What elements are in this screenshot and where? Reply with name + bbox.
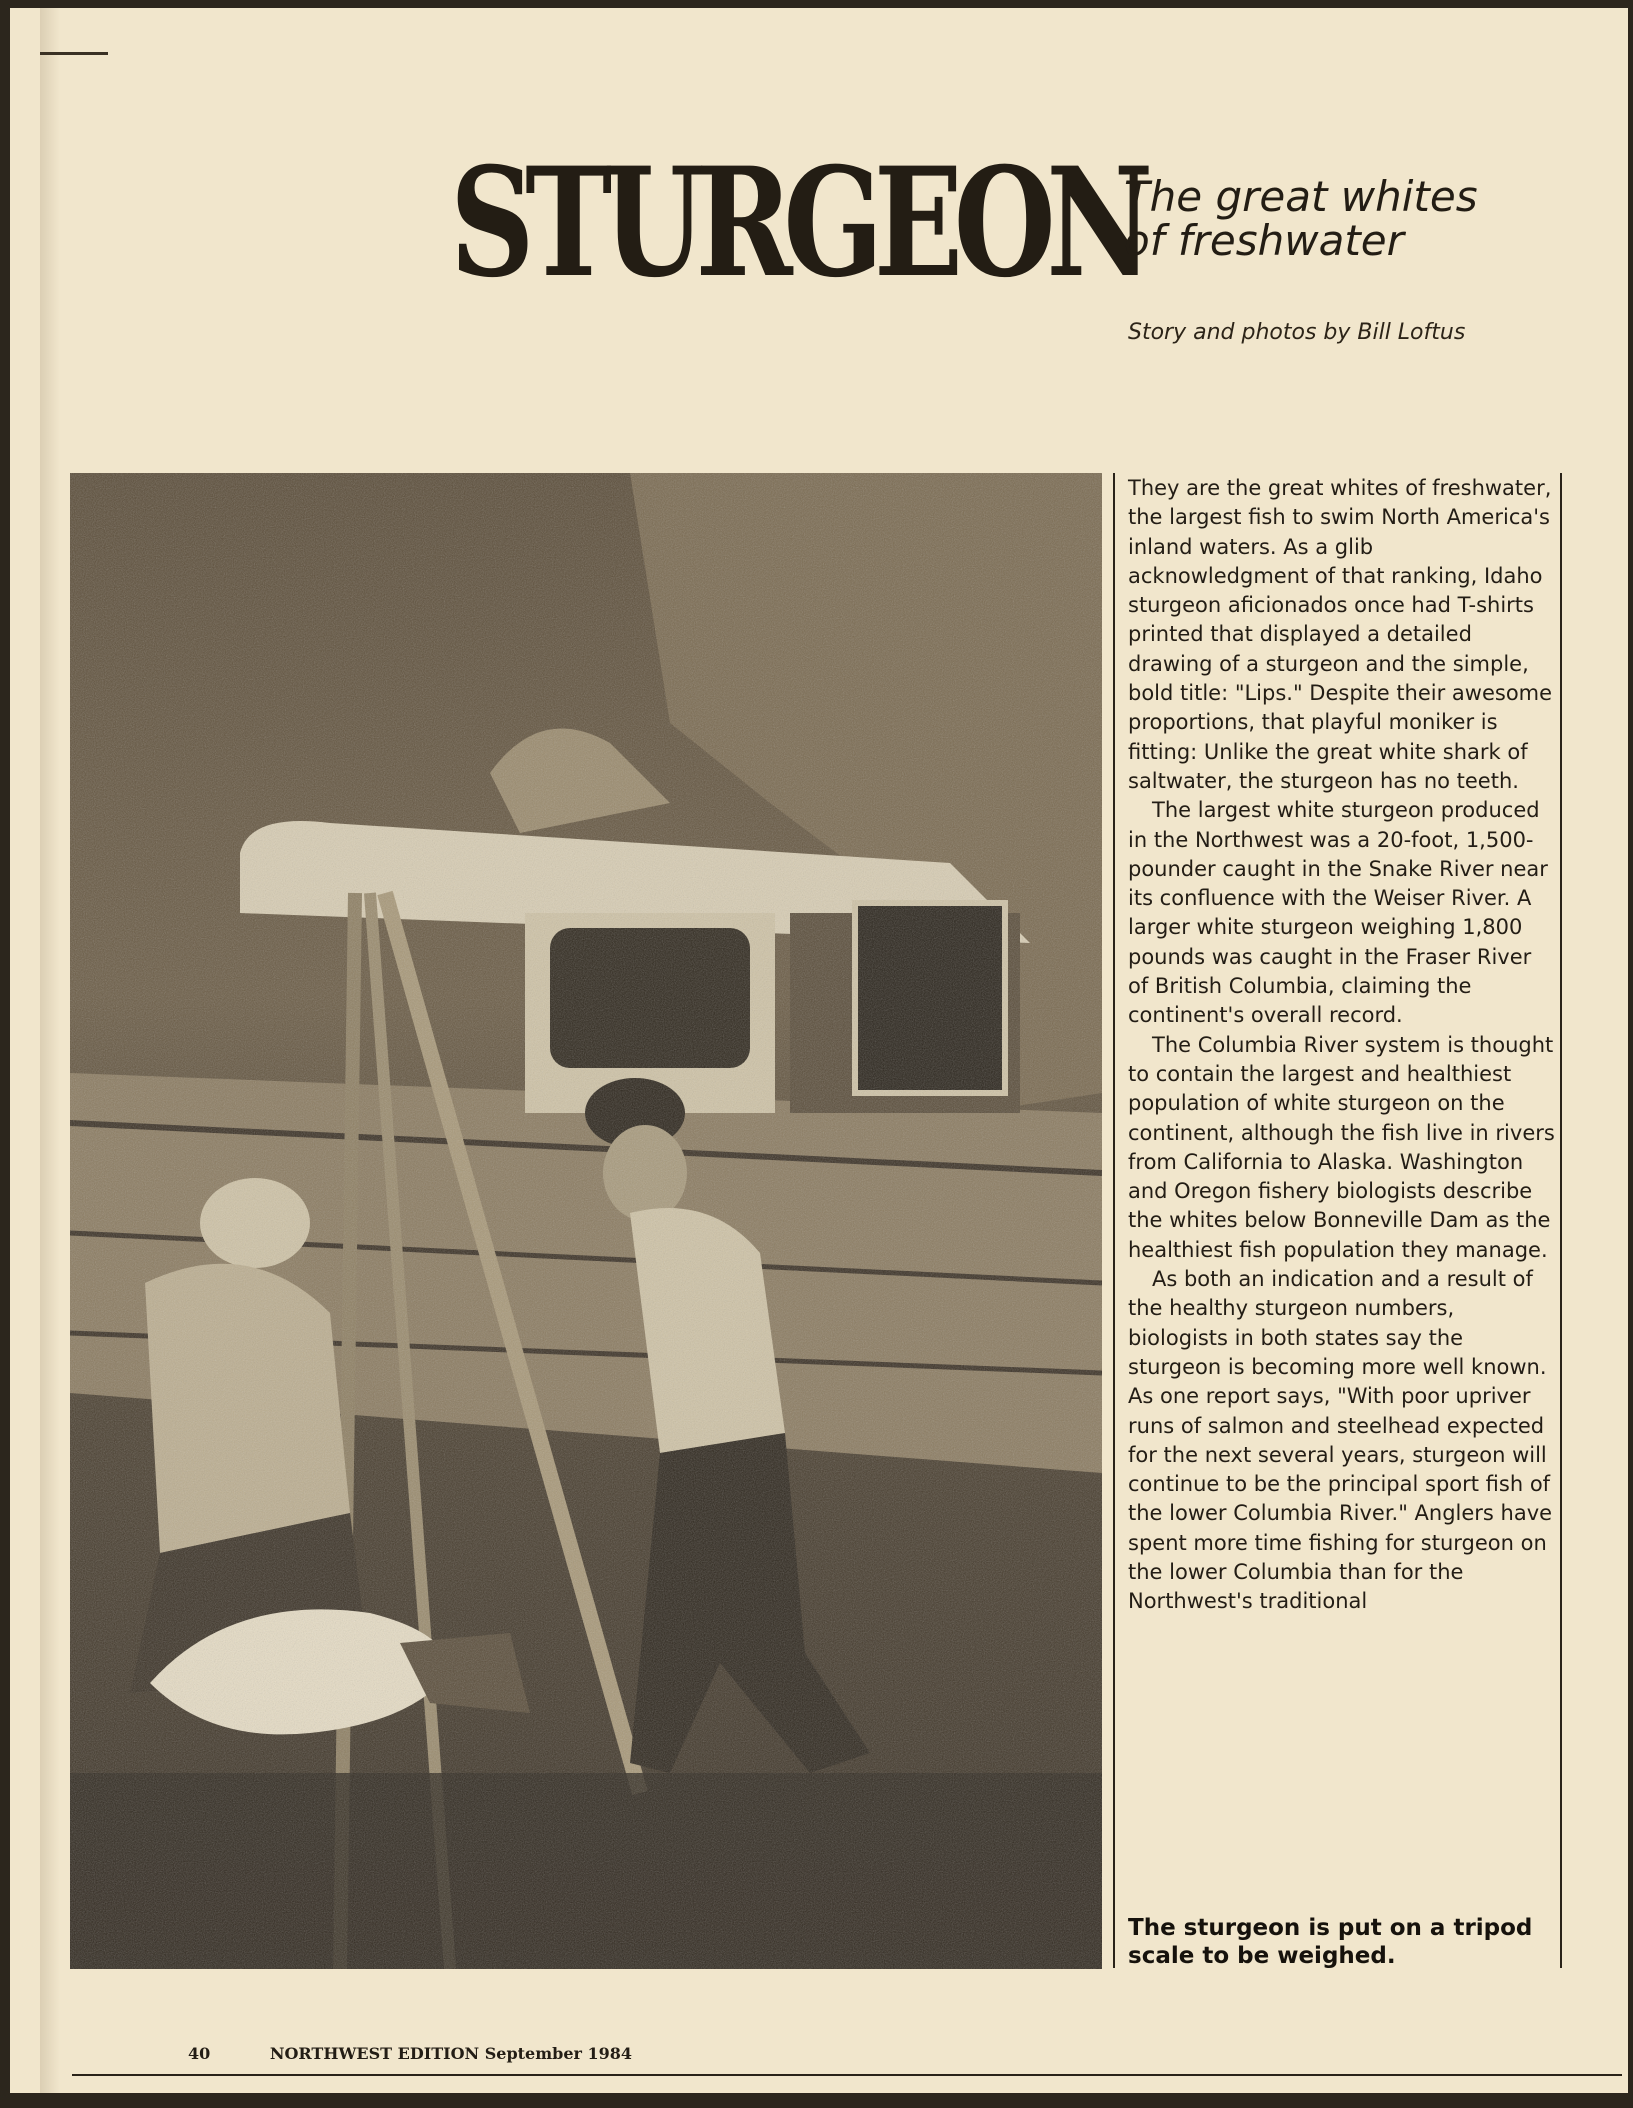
page-footer (188, 2044, 632, 2063)
column-rule-left (1113, 473, 1115, 1968)
publication-info: NORTHWEST EDITION September 1984 (269, 2044, 633, 2063)
subtitle-line-1: The great whites (1124, 172, 1478, 221)
body-paragraph: As both an indication and a result of the healthy sturgeon numbers, biologists in both states say the sturgeon is becoming more well known. As one report says, "With poor upriver runs of salmon and steelhead expected for the next several years, sturgeon will continue to be the principal sport fish of the lower Columbia River." Anglers have spent more time fishing for sturgeon on the lower Columbia than for the Northwest's traditional (1128, 1267, 1553, 1614)
article-body (1128, 474, 1558, 1617)
subtitle-line-2: of freshwater (1124, 216, 1404, 265)
body-paragraph: The largest white sturgeon produced in the Northwest was a 20-foot, 1,500-pounder caught in the Snake River near its confluence with the Weiser River. A larger white sturgeon weighing 1,800 pounds was caught in the Fraser River of British Columbia, claiming the continent's overall record. (1128, 798, 1548, 1028)
photo-caption: The sturgeon is put on a tripod scale to be weighed. (1128, 1915, 1533, 1969)
page-number: 40 (188, 2044, 211, 2063)
magazine-page (10, 8, 1628, 2093)
column-rule-right (1560, 473, 1562, 1968)
body-paragraph: The Columbia River system is thought to contain the largest and healthiest population of white sturgeon on the continent, although the fish live in rivers from California to Alaska. Washington and Oregon fishery biologists describe the whites below Bonneville Dam as the healthiest fish population they manage. (1128, 1032, 1555, 1262)
bottom-rule (72, 2074, 1622, 2076)
photo-tripod-scale (70, 473, 1102, 1969)
body-paragraph: They are the great whites of freshwater, the largest fish to swim North America's inland waters. As a glib acknowledgment of that ranking, Idaho sturgeon aficionados once had T-shirts printed that displayed a detailed drawing of a sturgeon and the simple, bold title: "Lips." Despite their awesome proportions, that playful moniker is fitting: Unlike the great white shark of saltwater, the sturgeon has no teeth. (1128, 476, 1553, 793)
byline: Story and photos by Bill Loftus (1128, 320, 1466, 345)
photo-illustration (70, 473, 1102, 1969)
corner-mark (40, 52, 108, 55)
article-subtitle (1124, 172, 1544, 265)
article-title: STURGEON (450, 135, 1144, 311)
